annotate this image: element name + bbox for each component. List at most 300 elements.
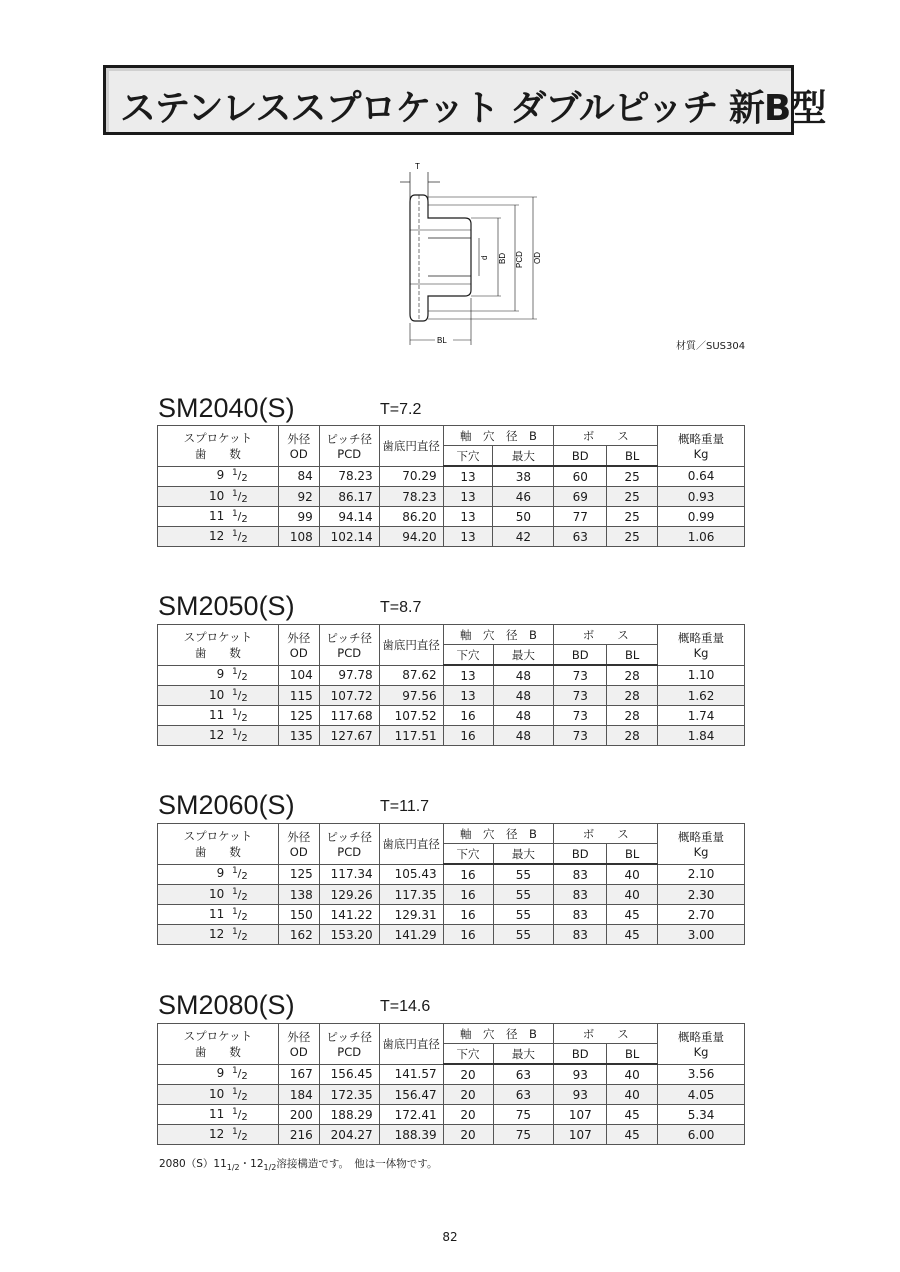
cell-root: 70.29 bbox=[379, 466, 443, 487]
cell-bd: 83 bbox=[554, 925, 607, 945]
fraction-den: 2 bbox=[241, 1071, 248, 1083]
header-weight-2: Kg bbox=[693, 1044, 709, 1059]
fraction-den: 2 bbox=[241, 931, 248, 943]
fraction-den: 2 bbox=[241, 732, 248, 744]
teeth-count: 9 bbox=[216, 866, 225, 881]
header-teeth-2: 歯 数 bbox=[194, 446, 241, 461]
cell-weight: 1.10 bbox=[658, 665, 745, 686]
cell-bore-max: 38 bbox=[493, 466, 554, 487]
header-weight-2: Kg bbox=[693, 844, 709, 859]
teeth-count: 12 bbox=[209, 1126, 225, 1141]
cell-od: 200 bbox=[278, 1105, 319, 1125]
header-bore-min: 下穴 bbox=[443, 645, 493, 666]
cell-od: 92 bbox=[278, 487, 319, 507]
teeth-count: 10 bbox=[209, 1086, 225, 1101]
header-od-2: OD bbox=[289, 844, 308, 859]
cell-bd: 93 bbox=[554, 1085, 607, 1105]
header-pcd bbox=[319, 625, 379, 666]
cell-bl: 25 bbox=[607, 487, 658, 507]
table-row bbox=[158, 1125, 745, 1145]
cell-root: 141.57 bbox=[379, 1064, 443, 1085]
header-teeth-1: スプロケット bbox=[183, 1028, 253, 1043]
cell-bore-min: 20 bbox=[443, 1064, 493, 1085]
cell-bl: 45 bbox=[607, 1105, 658, 1125]
fraction-num: 1 bbox=[231, 727, 238, 738]
cell-bl: 28 bbox=[607, 665, 658, 686]
header-bore: 軸 穴 径 B bbox=[443, 625, 554, 645]
header-weight bbox=[658, 625, 745, 666]
cell-od: 104 bbox=[278, 665, 319, 686]
teeth-count: 12 bbox=[209, 528, 225, 543]
cell-bore-min: 16 bbox=[443, 726, 493, 746]
cell-od: 125 bbox=[278, 706, 319, 726]
note-sep: ・ bbox=[239, 1158, 251, 1170]
cell-weight: 2.30 bbox=[658, 885, 745, 905]
fraction-num: 1 bbox=[231, 687, 238, 698]
note-prefix: 2080（S） bbox=[159, 1158, 214, 1170]
section-title: SM2080(S) bbox=[158, 990, 295, 1020]
cell-pcd: 141.22 bbox=[319, 905, 379, 925]
label-od: OD bbox=[533, 252, 542, 264]
cell-bore-max: 63 bbox=[493, 1064, 554, 1085]
teeth-count: 12 bbox=[209, 727, 225, 742]
half-fraction: $^1/_2$ bbox=[231, 707, 248, 724]
cell-bl: 28 bbox=[607, 706, 658, 726]
cell-teeth bbox=[158, 686, 279, 706]
cell-weight: 3.00 bbox=[658, 925, 745, 945]
fraction-num: 1 bbox=[231, 1106, 238, 1117]
sprocket-diagram bbox=[395, 160, 555, 350]
cell-root: 156.47 bbox=[379, 1085, 443, 1105]
fraction-num: 1 bbox=[231, 1066, 238, 1077]
label-pcd: PCD bbox=[515, 251, 524, 268]
cell-root: 117.35 bbox=[379, 885, 443, 905]
cell-bore-min: 13 bbox=[443, 527, 493, 547]
header-bore-max: 最大 bbox=[493, 645, 554, 666]
cell-od: 138 bbox=[278, 885, 319, 905]
table-row bbox=[158, 905, 745, 925]
header-teeth-1: スプロケット bbox=[183, 430, 253, 445]
cell-bd: 73 bbox=[554, 665, 607, 686]
half-fraction: $^1/_2$ bbox=[231, 687, 248, 704]
header-weight-2: Kg bbox=[693, 645, 709, 660]
header-od-1: 外径 bbox=[287, 630, 311, 645]
cell-teeth bbox=[158, 1085, 279, 1105]
cell-bore-min: 13 bbox=[443, 487, 493, 507]
header-boss-bl: BL bbox=[607, 1044, 658, 1065]
fraction-num: 1 bbox=[231, 488, 238, 499]
header-bore-min: 下穴 bbox=[443, 1044, 493, 1065]
cell-pcd: 102.14 bbox=[319, 527, 379, 547]
cell-bl: 45 bbox=[607, 905, 658, 925]
header-teeth bbox=[158, 1024, 279, 1065]
cell-weight: 0.64 bbox=[658, 466, 745, 487]
half-fraction: $^1/_2$ bbox=[231, 667, 248, 684]
header-pcd-2: PCD bbox=[337, 645, 362, 660]
table-row bbox=[158, 1064, 745, 1085]
half-fraction: $^1/_2$ bbox=[231, 866, 248, 883]
cell-teeth bbox=[158, 527, 279, 547]
header-bore-min: 下穴 bbox=[443, 844, 493, 865]
cell-bl: 28 bbox=[607, 686, 658, 706]
fraction-den: 2 bbox=[241, 692, 248, 704]
cell-bore-min: 13 bbox=[443, 665, 493, 686]
cell-pcd: 127.67 bbox=[319, 726, 379, 746]
cell-weight: 5.34 bbox=[658, 1105, 745, 1125]
fraction-num: 1 bbox=[231, 886, 238, 897]
header-pcd-1: ピッチ径 bbox=[326, 431, 372, 446]
cell-bore-max: 55 bbox=[493, 925, 554, 945]
header-od-1: 外径 bbox=[287, 829, 311, 844]
cell-root: 105.43 bbox=[379, 864, 443, 885]
header-od bbox=[278, 426, 319, 467]
cell-pcd: 204.27 bbox=[319, 1125, 379, 1145]
header-bore: 軸 穴 径 B bbox=[443, 824, 554, 844]
cell-bore-max: 48 bbox=[493, 686, 554, 706]
cell-bore-max: 46 bbox=[493, 487, 554, 507]
header-root: 歯底円直径 bbox=[379, 824, 443, 865]
header-weight-1: 概略重量 bbox=[678, 829, 725, 844]
cell-weight: 2.10 bbox=[658, 864, 745, 885]
header-root: 歯底円直径 bbox=[379, 625, 443, 666]
note-frac-b: 1/2 bbox=[263, 1163, 277, 1173]
cell-weight: 0.93 bbox=[658, 487, 745, 507]
cell-bd: 69 bbox=[554, 487, 607, 507]
teeth-count: 12 bbox=[209, 926, 225, 941]
header-boss-bd: BD bbox=[554, 645, 607, 666]
cell-od: 125 bbox=[278, 864, 319, 885]
cell-bore-min: 16 bbox=[443, 885, 493, 905]
cell-bd: 60 bbox=[554, 466, 607, 487]
cell-bore-max: 75 bbox=[493, 1125, 554, 1145]
cell-bore-max: 55 bbox=[493, 864, 554, 885]
cell-bd: 83 bbox=[554, 864, 607, 885]
fraction-num: 1 bbox=[231, 926, 238, 937]
header-pcd-2: PCD bbox=[337, 446, 362, 461]
cell-root: 141.29 bbox=[379, 925, 443, 945]
header-teeth bbox=[158, 625, 279, 666]
cell-pcd: 107.72 bbox=[319, 686, 379, 706]
page-title: ステンレススプロケット ダブルピッチ 新B型 bbox=[120, 88, 826, 129]
cell-pcd: 86.17 bbox=[319, 487, 379, 507]
fraction-den: 2 bbox=[241, 513, 248, 525]
fraction-num: 1 bbox=[231, 508, 238, 519]
cell-bd: 77 bbox=[554, 507, 607, 527]
table-row bbox=[158, 864, 745, 885]
note-frac-a: 1/2 bbox=[226, 1163, 240, 1173]
cell-teeth bbox=[158, 726, 279, 746]
half-fraction: $^1/_2$ bbox=[231, 906, 248, 923]
header-weight-1: 概略重量 bbox=[678, 630, 725, 645]
cell-weight: 6.00 bbox=[658, 1125, 745, 1145]
cell-bore-min: 16 bbox=[443, 905, 493, 925]
fraction-den: 2 bbox=[241, 1131, 248, 1143]
table-row bbox=[158, 466, 745, 487]
cell-od: 216 bbox=[278, 1125, 319, 1145]
cell-bd: 73 bbox=[554, 706, 607, 726]
header-boss-bd: BD bbox=[554, 844, 607, 865]
cell-bore-min: 16 bbox=[443, 864, 493, 885]
teeth-count: 11 bbox=[209, 707, 225, 722]
cell-od: 162 bbox=[278, 925, 319, 945]
cell-weight: 1.06 bbox=[658, 527, 745, 547]
section-thickness: T=8.7 bbox=[380, 599, 422, 616]
header-teeth-1: スプロケット bbox=[183, 629, 253, 644]
header-boss-bl: BL bbox=[607, 446, 658, 467]
cell-root: 129.31 bbox=[379, 905, 443, 925]
half-fraction: $^1/_2$ bbox=[231, 727, 248, 744]
cell-pcd: 94.14 bbox=[319, 507, 379, 527]
half-fraction: $^1/_2$ bbox=[231, 528, 248, 545]
fraction-num: 1 bbox=[231, 866, 238, 877]
fraction-num: 1 bbox=[231, 528, 238, 539]
spec-table bbox=[157, 823, 745, 945]
header-od bbox=[278, 625, 319, 666]
header-weight-1: 概略重量 bbox=[678, 431, 725, 446]
cell-bl: 40 bbox=[607, 885, 658, 905]
note-suffix: 溶接構造です。 他は一体物です。 bbox=[276, 1158, 438, 1170]
section-title: SM2040(S) bbox=[158, 393, 295, 423]
spec-table bbox=[157, 425, 745, 547]
half-fraction: $^1/_2$ bbox=[231, 886, 248, 903]
cell-pcd: 156.45 bbox=[319, 1064, 379, 1085]
cell-pcd: 172.35 bbox=[319, 1085, 379, 1105]
cell-teeth bbox=[158, 885, 279, 905]
title-box bbox=[103, 65, 826, 135]
header-bore: 軸 穴 径 B bbox=[443, 1024, 554, 1044]
cell-bl: 40 bbox=[607, 864, 658, 885]
fraction-den: 2 bbox=[241, 1111, 248, 1123]
cell-bd: 83 bbox=[554, 905, 607, 925]
fraction-num: 1 bbox=[231, 1126, 238, 1137]
cell-od: 99 bbox=[278, 507, 319, 527]
table-row bbox=[158, 885, 745, 905]
cell-bd: 83 bbox=[554, 885, 607, 905]
cell-weight: 2.70 bbox=[658, 905, 745, 925]
fraction-den: 2 bbox=[241, 871, 248, 883]
cell-od: 184 bbox=[278, 1085, 319, 1105]
header-pcd-1: ピッチ径 bbox=[326, 630, 372, 645]
half-fraction: $^1/_2$ bbox=[231, 1106, 248, 1123]
section-title: SM2050(S) bbox=[158, 591, 295, 621]
header-pcd bbox=[319, 426, 379, 467]
cell-pcd: 117.34 bbox=[319, 864, 379, 885]
section-title: SM2060(S) bbox=[158, 790, 295, 820]
table-row bbox=[158, 706, 745, 726]
header-od-2: OD bbox=[289, 1044, 308, 1059]
table-row bbox=[158, 665, 745, 686]
cell-od: 108 bbox=[278, 527, 319, 547]
header-bore-min: 下穴 bbox=[443, 446, 493, 467]
header-pcd-2: PCD bbox=[337, 1044, 362, 1059]
cell-bore-min: 13 bbox=[443, 507, 493, 527]
label-d: d bbox=[480, 255, 489, 260]
header-pcd-2: PCD bbox=[337, 844, 362, 859]
half-fraction: $^1/_2$ bbox=[231, 488, 248, 505]
header-teeth bbox=[158, 824, 279, 865]
cell-bd: 73 bbox=[554, 726, 607, 746]
cell-od: 167 bbox=[278, 1064, 319, 1085]
cell-bore-max: 48 bbox=[493, 726, 554, 746]
fraction-den: 2 bbox=[241, 891, 248, 903]
cell-weight: 0.99 bbox=[658, 507, 745, 527]
page-number: 82 bbox=[442, 1230, 458, 1244]
header-teeth-2: 歯 数 bbox=[194, 844, 241, 859]
fraction-num: 1 bbox=[231, 906, 238, 917]
cell-bore-max: 48 bbox=[493, 706, 554, 726]
cell-teeth bbox=[158, 1064, 279, 1085]
cell-root: 86.20 bbox=[379, 507, 443, 527]
cell-teeth bbox=[158, 1105, 279, 1125]
header-bore: 軸 穴 径 B bbox=[443, 426, 554, 446]
half-fraction: $^1/_2$ bbox=[231, 468, 248, 485]
header-bore-max: 最大 bbox=[493, 1044, 554, 1065]
table-row bbox=[158, 487, 745, 507]
cell-od: 135 bbox=[278, 726, 319, 746]
header-pcd bbox=[319, 1024, 379, 1065]
note-b: 12 bbox=[250, 1158, 264, 1170]
cell-bl: 28 bbox=[607, 726, 658, 746]
header-pcd-1: ピッチ径 bbox=[326, 1029, 372, 1044]
cell-bore-max: 50 bbox=[493, 507, 554, 527]
header-boss: ボ ス bbox=[554, 1024, 658, 1044]
cell-bore-min: 16 bbox=[443, 925, 493, 945]
section-thickness: T=14.6 bbox=[380, 998, 431, 1015]
cell-root: 107.52 bbox=[379, 706, 443, 726]
cell-pcd: 188.29 bbox=[319, 1105, 379, 1125]
header-weight-1: 概略重量 bbox=[678, 1029, 725, 1044]
fraction-den: 2 bbox=[241, 672, 248, 684]
header-weight bbox=[658, 1024, 745, 1065]
cell-od: 115 bbox=[278, 686, 319, 706]
header-boss-bd: BD bbox=[554, 446, 607, 467]
fraction-den: 2 bbox=[241, 1091, 248, 1103]
cell-bore-min: 20 bbox=[443, 1105, 493, 1125]
fraction-den: 2 bbox=[241, 473, 248, 485]
cell-od: 150 bbox=[278, 905, 319, 925]
cell-bl: 45 bbox=[607, 1125, 658, 1145]
cell-teeth bbox=[158, 925, 279, 945]
label-bd: BD bbox=[498, 252, 507, 264]
material-label: 材質／SUS304 bbox=[676, 341, 746, 352]
header-boss: ボ ス bbox=[554, 824, 658, 844]
cell-bd: 107 bbox=[554, 1125, 607, 1145]
section-thickness: T=11.7 bbox=[380, 798, 430, 815]
note-a: 11 bbox=[213, 1158, 227, 1170]
cell-weight: 1.62 bbox=[658, 686, 745, 706]
teeth-count: 10 bbox=[209, 488, 225, 503]
fraction-den: 2 bbox=[241, 712, 248, 724]
table-row bbox=[158, 1105, 745, 1125]
header-teeth-1: スプロケット bbox=[183, 828, 253, 843]
fraction-den: 2 bbox=[241, 493, 248, 505]
header-od-2: OD bbox=[289, 446, 308, 461]
cell-teeth bbox=[158, 706, 279, 726]
table-row bbox=[158, 925, 745, 945]
table-row bbox=[158, 1085, 745, 1105]
half-fraction: $^1/_2$ bbox=[231, 926, 248, 943]
cell-root: 87.62 bbox=[379, 665, 443, 686]
cell-bl: 40 bbox=[607, 1064, 658, 1085]
header-od bbox=[278, 1024, 319, 1065]
teeth-count: 10 bbox=[209, 687, 225, 702]
fraction-den: 2 bbox=[241, 911, 248, 923]
cell-weight: 4.05 bbox=[658, 1085, 745, 1105]
cell-teeth bbox=[158, 905, 279, 925]
cell-pcd: 78.23 bbox=[319, 466, 379, 487]
header-weight bbox=[658, 426, 745, 467]
cell-teeth bbox=[158, 466, 279, 487]
cell-root: 188.39 bbox=[379, 1125, 443, 1145]
spec-table bbox=[157, 1023, 745, 1145]
spec-table bbox=[157, 624, 745, 746]
cell-teeth bbox=[158, 507, 279, 527]
cell-bore-max: 55 bbox=[493, 905, 554, 925]
header-bore-max: 最大 bbox=[493, 844, 554, 865]
header-od-1: 外径 bbox=[287, 1029, 311, 1044]
header-root: 歯底円直径 bbox=[379, 1024, 443, 1065]
header-od-2: OD bbox=[289, 645, 308, 660]
label-t: T bbox=[415, 162, 420, 171]
teeth-count: 9 bbox=[216, 667, 225, 682]
table-row bbox=[158, 686, 745, 706]
cell-root: 117.51 bbox=[379, 726, 443, 746]
header-teeth-2: 歯 数 bbox=[194, 1044, 241, 1059]
cell-bore-max: 55 bbox=[493, 885, 554, 905]
cell-root: 94.20 bbox=[379, 527, 443, 547]
cell-bl: 25 bbox=[607, 527, 658, 547]
teeth-count: 10 bbox=[209, 886, 225, 901]
cell-bd: 107 bbox=[554, 1105, 607, 1125]
header-weight bbox=[658, 824, 745, 865]
cell-root: 78.23 bbox=[379, 487, 443, 507]
table-row bbox=[158, 527, 745, 547]
half-fraction: $^1/_2$ bbox=[231, 1126, 248, 1143]
cell-bore-min: 20 bbox=[443, 1085, 493, 1105]
teeth-count: 11 bbox=[209, 1106, 225, 1121]
fraction-num: 1 bbox=[231, 667, 238, 678]
cell-pcd: 117.68 bbox=[319, 706, 379, 726]
header-pcd bbox=[319, 824, 379, 865]
footnote bbox=[159, 1156, 437, 1172]
teeth-count: 9 bbox=[216, 1066, 225, 1081]
cell-weight: 3.56 bbox=[658, 1064, 745, 1085]
teeth-count: 11 bbox=[209, 508, 225, 523]
cell-teeth bbox=[158, 487, 279, 507]
cell-bore-max: 42 bbox=[493, 527, 554, 547]
cell-root: 97.56 bbox=[379, 686, 443, 706]
cell-bd: 63 bbox=[554, 527, 607, 547]
cell-teeth bbox=[158, 864, 279, 885]
cell-pcd: 129.26 bbox=[319, 885, 379, 905]
cell-weight: 1.74 bbox=[658, 706, 745, 726]
fraction-num: 1 bbox=[231, 1086, 238, 1097]
cell-bore-max: 63 bbox=[493, 1085, 554, 1105]
cell-bl: 25 bbox=[607, 507, 658, 527]
cell-teeth bbox=[158, 665, 279, 686]
header-teeth-2: 歯 数 bbox=[194, 645, 241, 660]
cell-bd: 73 bbox=[554, 686, 607, 706]
teeth-count: 9 bbox=[216, 468, 225, 483]
header-boss-bd: BD bbox=[554, 1044, 607, 1065]
header-weight-2: Kg bbox=[693, 446, 709, 461]
cell-pcd: 153.20 bbox=[319, 925, 379, 945]
cell-bore-min: 13 bbox=[443, 686, 493, 706]
cell-bd: 93 bbox=[554, 1064, 607, 1085]
cell-bl: 45 bbox=[607, 925, 658, 945]
header-boss-bl: BL bbox=[607, 844, 658, 865]
header-root: 歯底円直径 bbox=[379, 426, 443, 467]
